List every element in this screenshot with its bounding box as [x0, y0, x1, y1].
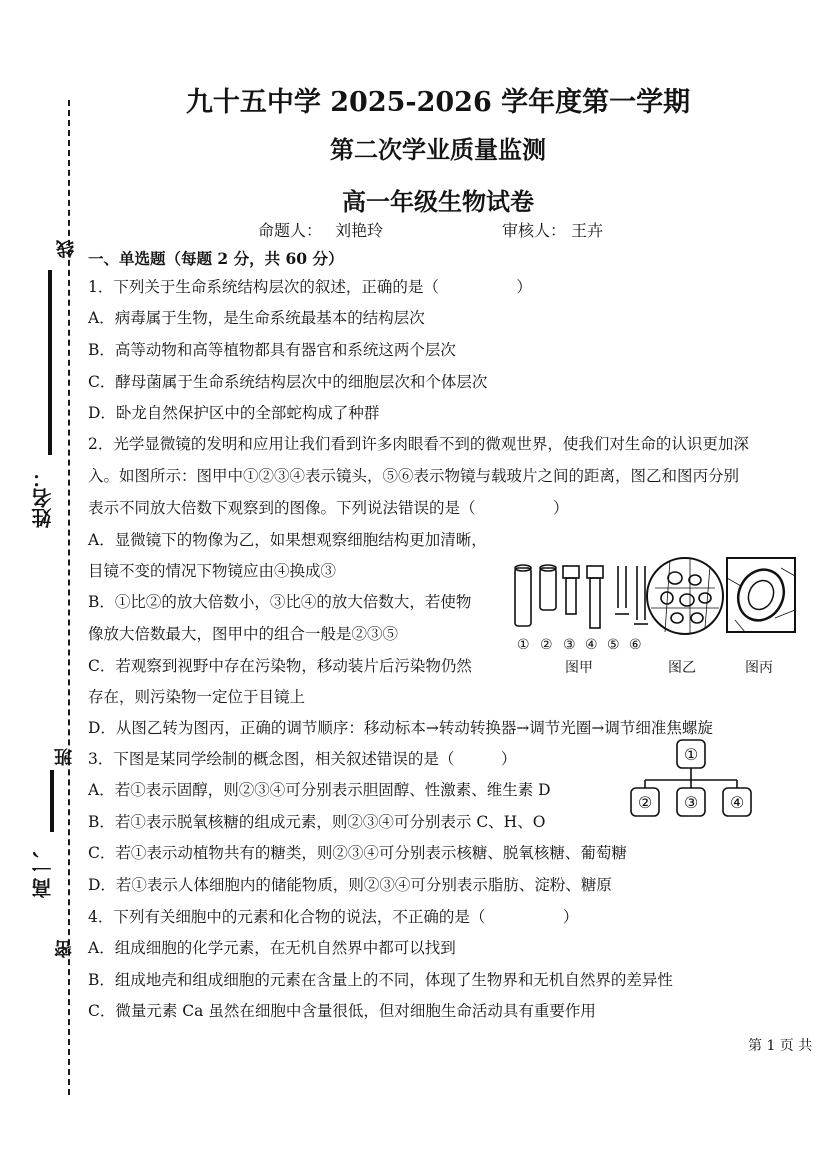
q1-option-b: B．高等动物和高等植物都具有器官和系统这两个层次	[88, 341, 456, 359]
class-underline	[50, 770, 54, 832]
q3-option-c: C．若①表示动植物共有的糖类，则②③④可分别表示核糖、脱氧核糖、葡萄糖	[88, 844, 627, 862]
q4-option-c: C．微量元素 Ca 虽然在细胞中含量很低，但对细胞生命活动具有重要作用	[88, 1002, 596, 1020]
q1-option-c: C．酵母菌属于生命系统结构层次中的细胞层次和个体层次	[88, 373, 488, 391]
view-yi-icon	[647, 558, 723, 634]
side-label-line: 线	[56, 240, 77, 258]
exam-title-subject: 高一年级生物试卷	[342, 187, 534, 216]
author-row	[258, 218, 383, 241]
q4-option-a: A．组成细胞的化学元素，在无机自然界中都可以找到	[88, 939, 456, 957]
lens-4-icon	[587, 566, 603, 628]
q2-option-a-line2: 目镜不变的情况下物镜应由④换成③	[88, 562, 337, 580]
label-figure-yi: 图乙	[668, 660, 696, 676]
diagram-node-1: ①	[683, 745, 699, 764]
exam-title-monitor: 第二次学业质量监测	[330, 135, 546, 164]
diagram-node-2: ②	[637, 793, 653, 812]
q2-option-b-line1: B．①比②的放大倍数小，③比④的放大倍数大，若使物	[88, 593, 472, 611]
name-underline	[48, 270, 52, 455]
lens-num-1: ①	[517, 637, 530, 653]
distance-5-icon	[615, 566, 629, 614]
q2-option-c-line2: 存在，则污染物一定位于目镜上	[88, 688, 306, 706]
reviewer-name: 王卉	[571, 221, 604, 240]
label-figure-bing: 图丙	[745, 660, 773, 676]
q1-stem: 1．下列关于生命系统结构层次的叙述，正确的是（ ）	[88, 278, 532, 296]
concept-diagram	[625, 736, 775, 826]
q2-option-c-line1: C．若观察到视野中存在污染物，移动装片后污染物仍然	[88, 657, 472, 675]
page-number: 第 1 页 共	[748, 1038, 813, 1054]
lens-num-4: ④	[585, 637, 598, 653]
author-name: 刘艳玲	[335, 221, 384, 240]
q2-stem-line2: 入。如图所示：图甲中①②③④表示镜头，⑤⑥表示物镜与载玻片之间的距离，图乙和图丙分别	[88, 467, 740, 485]
lens-num-3: ③	[563, 637, 576, 653]
microscope-figure	[505, 548, 805, 683]
side-label-class: 班	[54, 748, 75, 766]
q3-option-d: D．若①表示人体细胞内的储能物质，则②③④可分别表示脂肪、淀粉、糖原	[88, 876, 612, 894]
lens-num-2: ②	[540, 637, 553, 653]
reviewer-row	[502, 218, 603, 241]
diagram-node-3: ③	[683, 793, 699, 812]
q2-option-a-line1: A．显微镜下的物像为乙，如果想观察细胞结构更加清晰，	[88, 531, 487, 549]
q4-stem: 4．下列有关细胞中的元素和化合物的说法，不正确的是（ ）	[88, 908, 579, 926]
section-heading: 一、单选题（每题 2 分，共 60 分）	[88, 249, 344, 268]
lens-1-icon	[515, 565, 531, 626]
lens-2-icon	[540, 565, 556, 610]
lens-3-icon	[563, 566, 579, 614]
side-label-seal: 密	[54, 940, 75, 958]
q4-option-b: B．组成地壳和组成细胞的元素在含量上的不同，体现了生物界和无机自然界的差异性	[88, 971, 673, 989]
q3-option-a: A．若①表示固醇，则②③④可分别表示胆固醇、性激素、维生素 D	[88, 781, 551, 799]
q1-option-d: D．卧龙自然保护区中的全部蛇构成了种群	[88, 404, 380, 422]
q3-stem: 3．下图是某同学绘制的概念图，相关叙述错误的是（ ）	[88, 750, 517, 768]
q3-option-b: B．若①表示脱氧核糖的组成元素，则②③④可分别表示 C、H、O	[88, 813, 546, 831]
reviewer-label: 审核人：	[502, 221, 567, 240]
q2-option-b-line2: 像放大倍数最大，图甲中的组合一般是②③⑤	[88, 625, 399, 643]
lens-num-5: ⑤	[607, 637, 620, 653]
q1-option-a: A．病毒属于生物，是生命系统最基本的结构层次	[88, 309, 425, 327]
view-bing-icon	[727, 558, 795, 632]
exam-title-school: 九十五中学 2025-2026 学年度第一学期	[185, 87, 691, 118]
label-figure-jia: 图甲	[565, 660, 593, 676]
q2-stem-line3: 表示不同放大倍数下观察到的图像。下列说法错误的是（ ）	[88, 499, 569, 517]
q2-option-d: D．从图乙转为图丙，正确的调节顺序：移动标本→转动转换器→调节光圈→调节细准焦螺旋	[88, 719, 713, 737]
side-label-grade: 高一、	[31, 838, 55, 898]
side-label-name: 姓名：	[31, 468, 55, 528]
q2-stem-line1: 2．光学显微镜的发明和应用让我们看到许多肉眼看不到的微观世界，使我们对生命的认识更加深	[88, 435, 749, 453]
distance-6-icon	[634, 566, 648, 624]
diagram-node-4: ④	[729, 793, 745, 812]
author-label: 命题人：	[258, 221, 323, 240]
lens-num-6: ⑥	[629, 637, 642, 653]
